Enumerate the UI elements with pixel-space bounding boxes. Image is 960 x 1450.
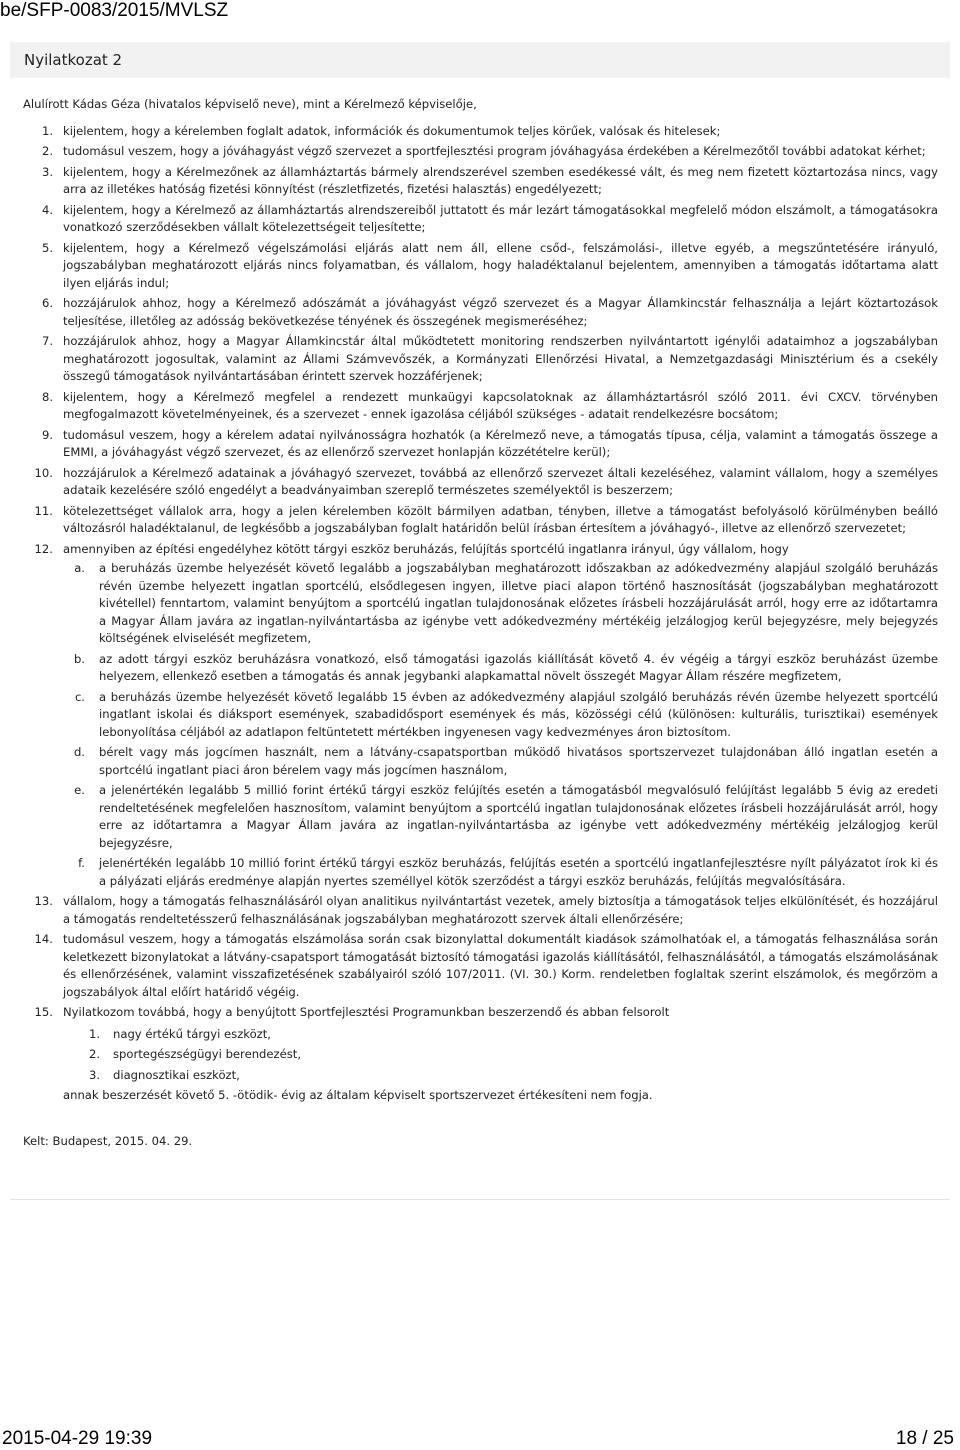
declaration-item: 10. hozzájárulok a Kérelmező adatainak a jóváhagyó szervezet, továbbá az ellenőrző szervezet általi kezeléséhez, valamint vállalom, hogy a személyes adataik kezelésére szóló engedélyt a beadványaimban szereplő természetes személyektől is beszerzem; (34, 465, 938, 497)
equipment-item: 2. sportegészségügyi berendezést, (89, 1047, 302, 1061)
declaration-item: 11. kötelezettséget vállalok arra, hogy a jelen kérelemben közölt bármilyen adatban, tényben, illetve a támogatást befolyásoló körülményben beálló változásról haladéktalanul, de legkésőbb a jogszabályban foglalt határidőn belül írásban értesítem a jóváhagyó-, illetve az ellenőrző szervezetet; (34, 503, 938, 535)
declaration-item: 9. tudomásul veszem, hogy a kérelem adatai nyilvánosságra hozhatók (a Kérelmező neve, a támogatás típusa, célja, valamint a támogatás összege a EMMI, a jóváhagyást végző szervezet, és az ellenőrző szervezet honlapján közzétételre kerül); (41, 427, 938, 459)
declaration-item: 3. kijelentem, hogy a Kérelmezőnek az államháztartás bármely alrendszerével szemben esedékessé vált, és meg nem fizetett köztartozása nincs, vagy arra az illetékes hatóság fizetési könnyítést (részletfizetés, fizetési halasztás) engedélyezett; (41, 164, 938, 196)
closing-text: annak beszerzését követő 5. -ötödik- évig az általam képviselt sportszervezet értékesíteni nem fogja. (63, 1088, 653, 1102)
declaration-list (23, 123, 938, 1105)
sub-item: e. a jelenértékén legalább 5 millió forint értékű tárgyi eszköz felújítés esetén a támogatásból megvalósuló felújítást legalább 5 évig az eredeti rendeltetésének megfelelően hasznosítom, valamint benyújtom a sportcélú ingatlan tulajdonosának előzetes írásbeli hozzájárulását arról, hogy erre az időtartamra a Magyar Állam javára az ingatlan-nyilvántartásba az igénybe vett adókedvezmény mértékéig jelzálogjog kerül bejegyzésre, (74, 783, 938, 850)
sub-list (63, 560, 938, 890)
equipment-item: 1. nagy értékű tárgyi eszközt, (89, 1026, 271, 1041)
declaration-item: 12. amennyiben az építési engedélyhez kötött tárgyi eszköz beruházás, felújítás sportcélú ingatlanra irányul, úgy vállalom, hogy a. a beruházás üzembe helyezését követő legalább a jogszabályban meghatározott időszakban az adókedvezmény alapjául szolgáló beruházás révén üzembe helyezett ingatlan sportcélú, elsődlegesen ingyen, illetve piaci alapon történő hasznosítását (jogszabályban meghatározott kivétellel) fenntartom, valamint benyújtom a sportcélú ingatlan tulajdonosának előzetes írásbeli hozzájárulását arról, hogy erre az időtartamra a Magyar Állam javára az ingatlan-nyilvántartásba az igénybe vett adókedvezmény mértékéig jelzálogjog kerül bejegyzésre, mely bejegyzés költségének elviselését megfizetem, b. az adott tárgyi eszköz beruházásra vonatkozó, első támogatási igazolás kiállítását követő 4. év végéig a tárgyi eszköz beruházást üzembe helyezem, ellenkező esetben a támogatás és annak jegybanki alapkamattal növelt összegét Magyar Állam részére megfizetem, c. a beruházás üzembe helyezését követő legalább 15 évben az adókedvezmény alapjául szolgáló beruházás révén üzembe helyezett sportcélú ingatlant iskolai és diáksport események, szabadidősport események és más, közösségi célú (különösen: kulturális, turisztikai) események lebonyolítása céljából az adatlapon feltüntetett mértékben ingyenesen vagy kedvezményes áron biztosítom. d. bérelt vagy más jogcímen használt, nem a látvány-csapatsportban működő hivatásos sportszervezet tulajdonában álló ingatlan esetén a sportcélú ingatlant piaci áron bérelem vagy más jogcímen használom, e. a jelenértékén legalább 5 millió forint értékű tárgyi eszköz felújítés esetén a támogatásból megvalósuló felújítást legalább 5 évig az eredeti rendeltetésének megfelelően hasznosítom, valamint benyújtom a sportcélú ingatlan tulajdonosának előzetes írásbeli hozzájárulását arról, hogy erre az időtartamra a Magyar Állam javára az ingatlan-nyilvántartásba az igénybe vett adókedvezmény mértékéig jelzálogjog kerül bejegyzésre, f. jelenértékén legalább 10 millió forint értékű tárgyi eszköz beruházás, felújítás esetén a sportcélú ingatlanfejlesztésre nyílt pályázatot írok ki és a pályázati eljárás eredménye alapján nyertes személlyel kötök szerződést a tárgyi eszköz beruházás, felújítás megvalósítására. (23, 541, 938, 891)
section-header (10, 42, 950, 78)
equipment-item: 3. diagnosztikai eszközt, (89, 1067, 240, 1082)
declaration-item: 2. tudomásul veszem, hogy a jóváhagyást végző szervezet a sportfejlesztési program jóváhagyása érdekében a Kérelmezőtől további adatokat kérhet; (41, 144, 926, 158)
equipment-list (63, 1026, 938, 1085)
section-title: Nyilatkozat 2 (24, 51, 123, 69)
sub-item: c. a beruházás üzembe helyezését követő legalább 15 évben az adókedvezmény alapjául szolgáló beruházás révén üzembe helyezett sportcélú ingatlant iskolai és diáksport események, szabadidősport események és más, közösségi célú (különösen: kulturális, turisztikai) események lebonyolítása céljából az adatlapon feltüntetett mértékben ingyenesen vagy kedvezményes áron biztosítom. (74, 689, 938, 739)
sub-item: a. a beruházás üzembe helyezését követő legalább a jogszabályban meghatározott időszakban az adókedvezmény alapjául szolgáló beruházás révén üzembe helyezett ingatlan sportcélú, elsődlegesen ingyen, illetve piaci alapon történő hasznosítását (jogszabályban meghatározott kivétellel) fenntartom, valamint benyújtom a sportcélú ingatlan tulajdonosának előzetes írásbeli hozzájárulását arról, hogy erre az időtartamra a Magyar Állam javára az ingatlan-nyilvántartásba az igénybe vett adókedvezmény mértékéig jelzálogjog kerül bejegyzésre, mely bejegyzés költségének elviselését megfizetem, (74, 561, 938, 645)
sub-item: f. jelenértékén legalább 10 millió forint értékű tárgyi eszköz beruházás, felújítás esetén a sportcélú ingatlanfejlesztésre nyílt pályázatot írok ki és a pályázati eljárás eredménye alapján nyertes személlyel kötök szerződést a tárgyi eszköz beruházás, felújítás megvalósítására. (78, 856, 938, 888)
sub-item: d. bérelt vagy más jogcímen használt, nem a látvány-csapatsportban működő hivatásos sportszervezet tulajdonában álló ingatlan esetén a sportcélú ingatlant piaci áron bérelem vagy más jogcímen használom, (73, 745, 938, 777)
declaration-item: 4. kijelentem, hogy a Kérelmező az államháztartás alrendszereiből juttatott és már lezárt támogatásokkal megfelelő módon elszámolt, a támogatásokra vonatkozó szerződésekben vállalt kötelezettségeit teljesítette; (41, 202, 938, 234)
declaration-item: 14. tudomásul veszem, hogy a támogatás elszámolása során csak bizonylattal dokumentált kiadások számolhatóak el, a támogatás felhasználása során keletkezett bizonylatokat a látvány-csapatsport támogatását biztosító támogatási igazolás kiállításától, felhasználásától, a támogatás elszámolásának és ellenőrzésének, valamint visszafizetésének szabályairól szóló 107/2011. (VI. 30.) Korm. rendeletben foglaltak szerint elszámolok, és megőrzöm a jogszabályok által előírt határidő végéig. (34, 932, 938, 999)
declaration-item: 15. Nyilatkozom továbbá, hogy a benyújtott Sportfejlesztési Programunkban beszerzendő és abban felsorolt 1. nagy értékű tárgyi eszközt, 2. sportegészségügyi berendezést, 3. diagnosztikai eszközt, annak beszerzését követő 5. -ötödik- évig az általam képviselt sportszervezet értékesíteni nem fogja. (23, 1004, 938, 1105)
footer-timestamp: 2015-04-29 19:39 (2, 1428, 153, 1449)
declaration-item: 5. kijelentem, hogy a Kérelmező végelszámolási eljárás alatt nem áll, ellene csőd-, felszámolási-, illetve egyéb, a megszűntetésére irányuló, jogszabályban meghatározott eljárás nincs folyamatban, és vállalom, hogy haladéktalanul bejelentem, amennyiben a támogatás időtartama alatt ilyen eljárás indul; (41, 240, 938, 290)
section-divider (10, 1199, 950, 1200)
date-line: Kelt: Budapest, 2015. 04. 29. (23, 1133, 193, 1148)
page-number: 18 / 25 (895, 1428, 954, 1449)
declaration-item: 13. vállalom, hogy a támogatás felhasználásáról olyan analitikus nyilvántartást vezetek, amely biztosítja a támogatások teljes elkülönítését, és hozzájárul a támogatás rendeltetésszerű felhasználásának jogszabályban meghatározott szervek általi ellenőrzésére; (34, 894, 938, 926)
declaration-item: 8. kijelentem, hogy a Kérelmező megfelel a rendezett munkaügyi kapcsolatoknak az államháztartásról szóló 2011. évi CXCV. törvényben megfogalmazott követelményeinek, és a szervezet - ennek igazolása céljából szükséges - adatait rendelkezésre bocsátom; (41, 389, 938, 421)
declaration-item: 6. hozzájárulok ahhoz, hogy a Kérelmező adószámát a jóváhagyást végző szervezet és a Magyar Államkincstár felhasználja a lejárt köztartozások teljesítése, illetőleg az adósság bekövetkezése tényének és összegének megismeréséhez; (41, 296, 938, 328)
declaration-body (23, 96, 938, 1162)
sub-item: b. az adott tárgyi eszköz beruházásra vonatkozó, első támogatási igazolás kiállítását követő 4. év végéig a tárgyi eszköz beruházást üzembe helyezem, ellenkező esetben a támogatás és annak jegybanki alapkamattal növelt összegét Magyar Állam részére megfizetem, (73, 651, 938, 683)
document-id: be/SFP-0083/2015/MVLSZ (0, 0, 229, 21)
declaration-item: 7. hozzájárulok ahhoz, hogy a Magyar Államkincstár által működtetett monitoring rendszerben nyilvántartott igénylői adataimhoz a jogszabályban meghatározott jogosultak, valamint az Állami Számvevőszék, a Kormányzati Ellenőrzési Hivatal, a Nemzetgazdasági Minisztérium és a csekély összegű támogatások nyilvántartásában érintett szervek hozzáférjenek; (41, 334, 938, 383)
declaration-item: 1. kijelentem, hogy a kérelemben foglalt adatok, információk és dokumentumok teljes körűek, valósak és hitelesek; (41, 123, 721, 138)
intro-text: Alulírott Kádas Géza (hivatalos képviselő neve), mint a Kérelmező képviselője, (23, 97, 477, 111)
